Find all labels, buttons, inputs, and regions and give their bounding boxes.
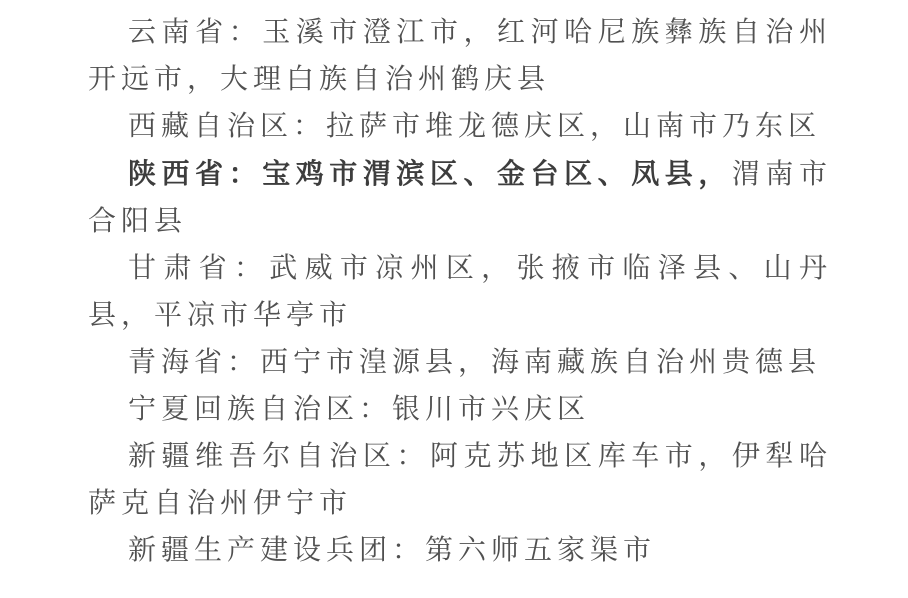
province-entry-yunnan-text: 云南省：玉溪市澄江市，红河哈尼族彝族自治州开远市，大理白族自治州鹤庆县 (88, 17, 832, 95)
province-entry-qinghai-text: 青海省：西宁市湟源县，海南藏族自治州贵德县 (128, 347, 822, 378)
province-entry-qinghai (88, 339, 832, 386)
province-entry-yunnan (88, 9, 832, 103)
province-entry-xinjiang (88, 433, 832, 527)
province-entry-gansu-text: 甘肃省：武威市凉州区，张掖市临泽县、山丹县，平凉市华亭市 (88, 253, 832, 331)
province-entry-xinjiang-text: 新疆维吾尔自治区：阿克苏地区库车市，伊犁哈萨克自治州伊宁市 (88, 441, 832, 519)
province-entry-xinjiang-bingtuan (88, 527, 832, 574)
province-entry-shaanxi-regular-text: 渭南市合阳县 (88, 159, 832, 237)
province-entry-ningxia-text: 宁夏回族自治区：银川市兴庆区 (128, 394, 591, 425)
province-entry-gansu (88, 245, 832, 339)
province-entry-shaanxi (88, 150, 832, 245)
province-entry-ningxia (88, 386, 832, 433)
province-entry-xizang-text: 西藏自治区：拉萨市堆龙德庆区，山南市乃东区 (128, 111, 822, 142)
province-entry-xizang (88, 103, 832, 150)
province-entry-shaanxi-bold-text: 陕西省：宝鸡市渭滨区、金台区、凤县， (128, 158, 732, 189)
province-entry-xinjiang-bingtuan-text: 新疆生产建设兵团：第六师五家渠市 (128, 535, 657, 566)
